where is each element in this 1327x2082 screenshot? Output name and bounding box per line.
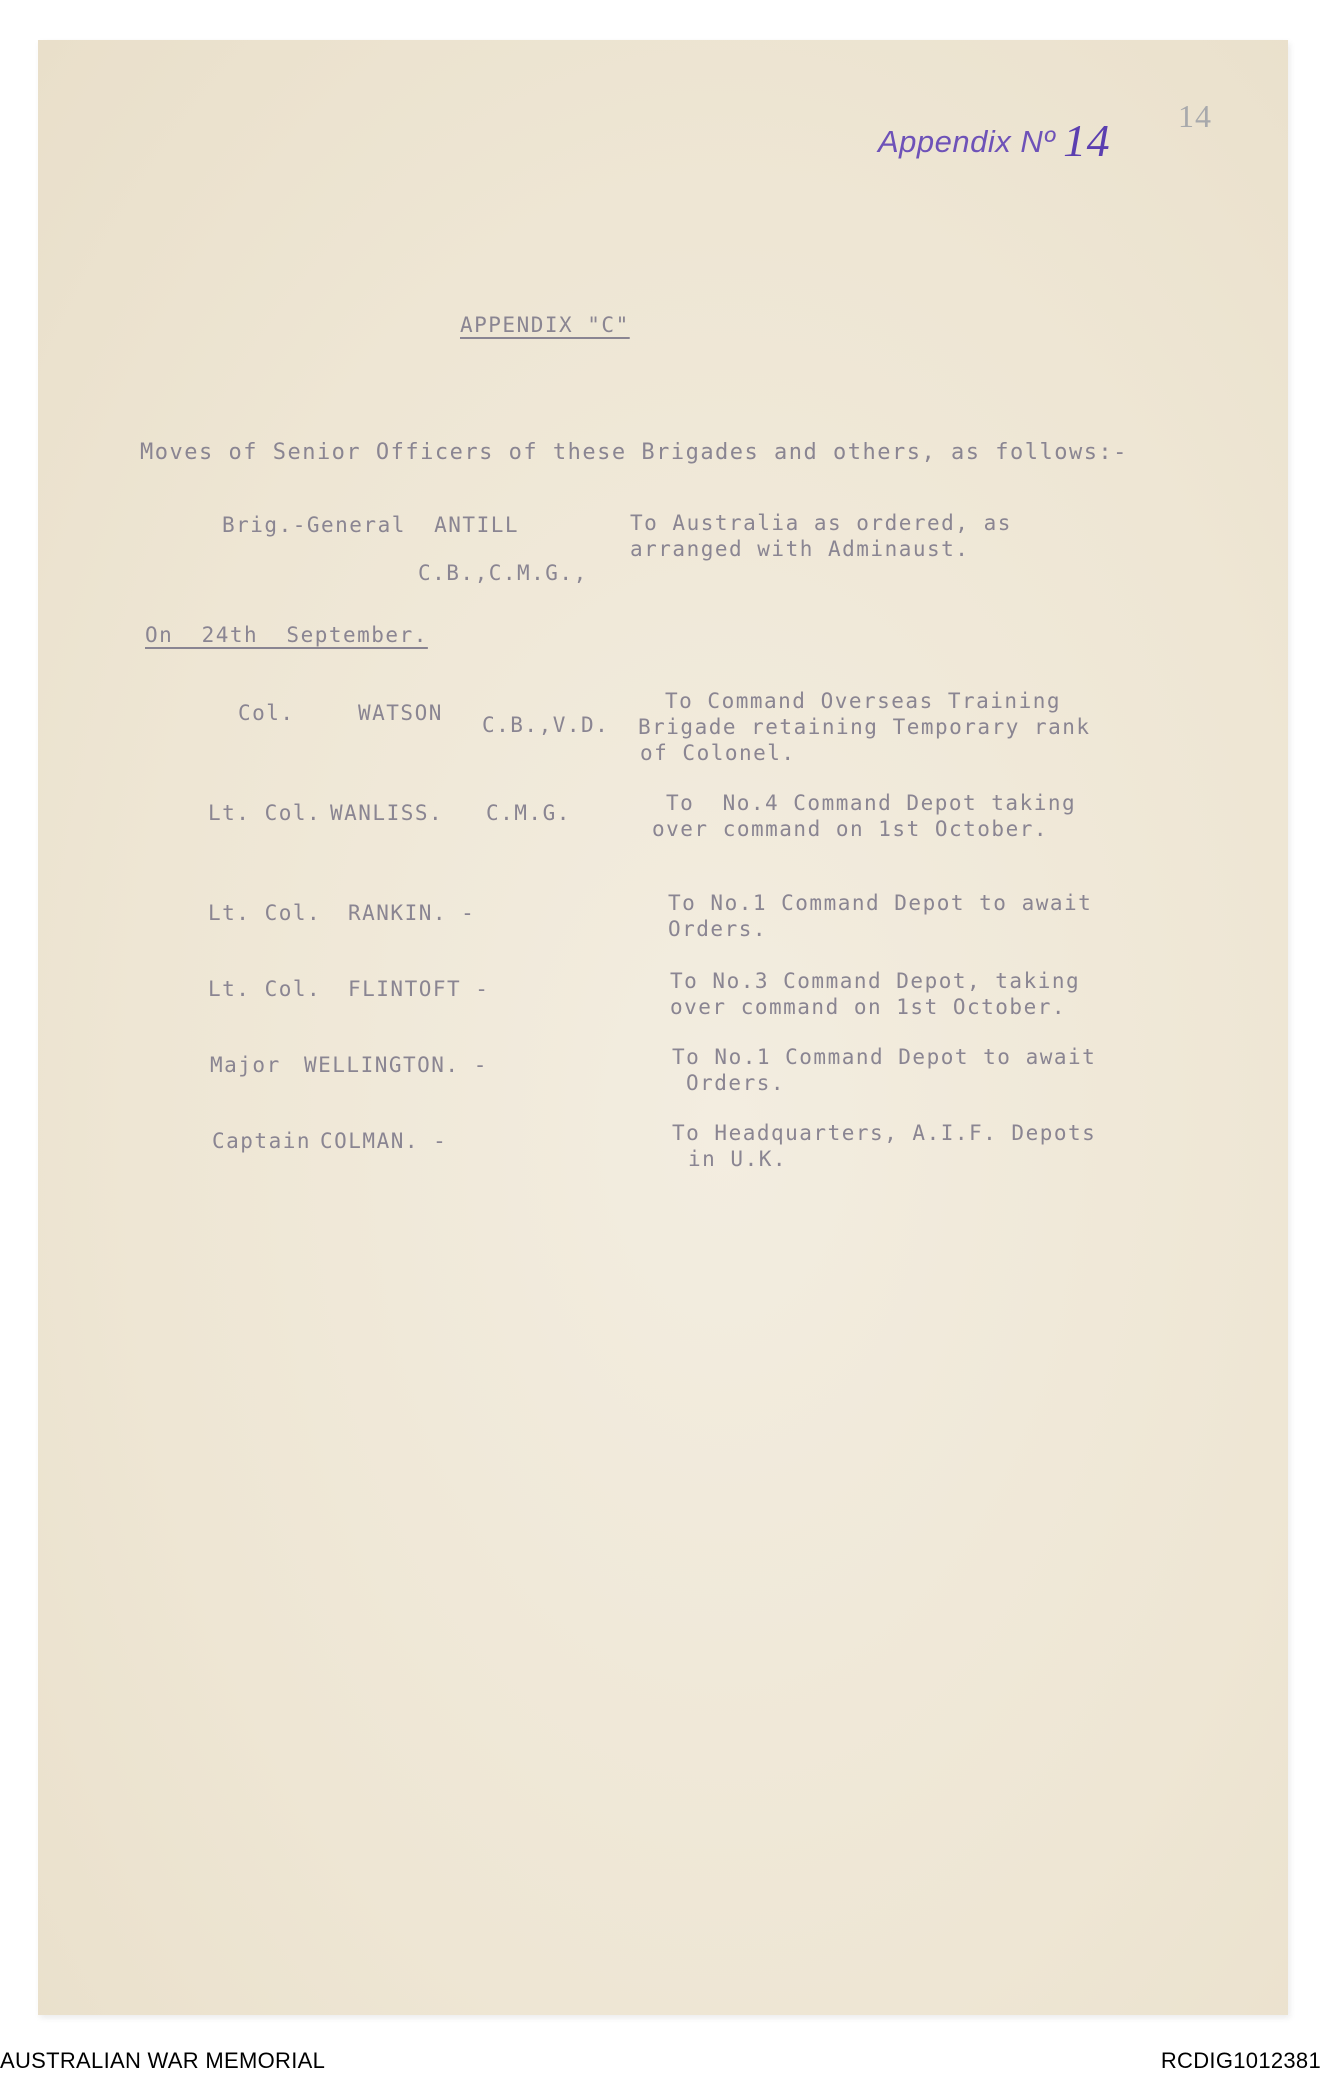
entry-colman-name: COLMAN. - <box>320 1129 448 1153</box>
entry-rankin-destination-2: Orders. <box>668 917 768 941</box>
document-heading: APPENDIX "C" <box>460 313 630 337</box>
entry-wellington-rank: Major <box>210 1053 281 1077</box>
entry-watson-name: WATSON <box>358 701 443 725</box>
footer-record-id: RCDIG1012381 <box>1160 2048 1321 2073</box>
entry-watson-honours: C.B.,V.D. <box>482 713 610 737</box>
intro-line: Moves of Senior Officers of these Brigades and others, as follows:- <box>140 440 1128 465</box>
entry-antill-honours: C.B.,C.M.G., <box>418 561 588 585</box>
entry-colman-destination-2: in U.K. <box>688 1147 788 1171</box>
entry-wellington-destination-1: To No.1 Command Depot to await <box>672 1045 1097 1069</box>
entry-wanliss-destination-1: To No.4 Command Depot taking <box>666 791 1077 815</box>
document-page <box>38 40 1288 2015</box>
entry-watson-rank: Col. <box>238 701 295 725</box>
paper-texture <box>38 40 1288 2015</box>
entry-antill-name: Brig.-General ANTILL <box>222 513 520 537</box>
page-number: 14 <box>1178 98 1212 134</box>
entry-wellington-destination-2: Orders. <box>686 1071 786 1095</box>
date-heading: On 24th September. <box>145 623 428 647</box>
entry-rankin-rank: Lt. Col. <box>208 901 322 925</box>
entry-antill-destination-1: To Australia as ordered, as <box>630 511 1012 535</box>
entry-flintoft-destination-1: To No.3 Command Depot, taking <box>670 969 1081 993</box>
entry-antill-destination-2: arranged with Adminaust. <box>630 537 970 561</box>
appendix-stamp-label: Appendix Nº <box>878 124 1056 159</box>
entry-wanliss-honours: C.M.G. <box>486 801 571 825</box>
entry-watson-destination-3: of Colonel. <box>640 741 796 765</box>
entry-watson-destination-1: To Command Overseas Training <box>665 689 1062 713</box>
footer-institution: AUSTRALIAN WAR MEMORIAL <box>0 2048 326 2073</box>
entry-colman-rank: Captain <box>212 1129 312 1153</box>
entry-flintoft-destination-2: over command on 1st October. <box>670 995 1067 1019</box>
entry-flintoft-name: FLINTOFT - <box>348 977 490 1001</box>
entry-watson-destination-2: Brigade retaining Temporary rank <box>638 715 1091 739</box>
entry-flintoft-rank: Lt. Col. <box>208 977 322 1001</box>
entry-wanliss-name: WANLISS. <box>330 801 444 825</box>
appendix-stamp <box>878 110 1111 166</box>
entry-wanliss-destination-2: over command on 1st October. <box>652 817 1049 841</box>
entry-wanliss-rank: Lt. Col. <box>208 801 322 825</box>
entry-colman-destination-1: To Headquarters, A.I.F. Depots <box>672 1121 1097 1145</box>
entry-rankin-destination-1: To No.1 Command Depot to await <box>668 891 1093 915</box>
entry-rankin-name: RANKIN. - <box>348 901 476 925</box>
entry-wellington-name: WELLINGTON. - <box>304 1053 488 1077</box>
appendix-stamp-number: 14 <box>1063 115 1111 166</box>
